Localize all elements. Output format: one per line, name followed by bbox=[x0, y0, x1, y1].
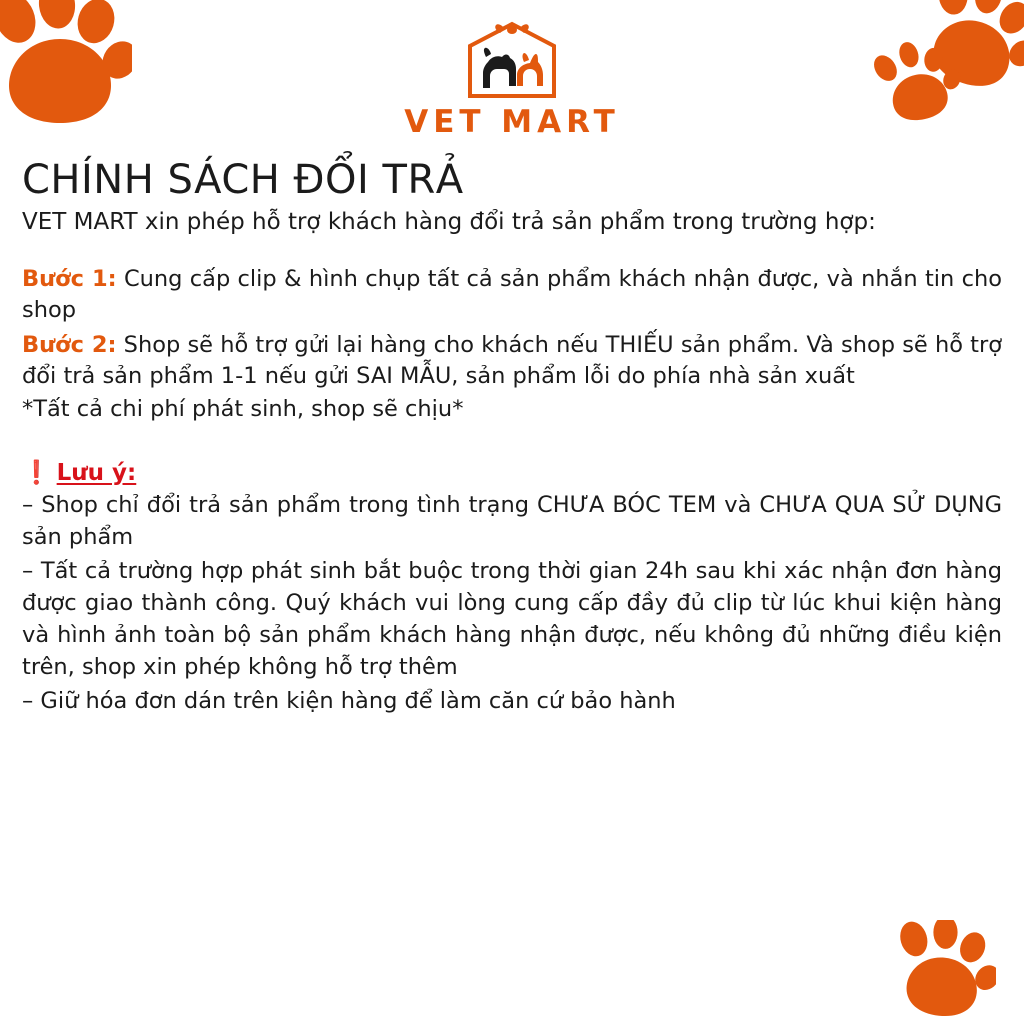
brand-header bbox=[0, 0, 1024, 150]
step-1-text: Cung cấp clip & hình chụp tất cả sản phẩm khách nhận được, và nhắn tin cho shop bbox=[22, 265, 1003, 323]
intro-text: VET MART xin phép hỗ trợ khách hàng đổi trả sản phẩm trong trường hợp: bbox=[22, 209, 876, 235]
warning-heading-text: Lưu ý: bbox=[56, 460, 137, 487]
step-2-label: Bước 2: bbox=[22, 331, 117, 358]
exclamation-icon: ❗ bbox=[22, 460, 51, 487]
page-title: CHÍNH SÁCH ĐỔI TRẢ bbox=[22, 157, 464, 203]
step-note: *Tất cả chi phí phát sinh, shop sẽ chịu* bbox=[22, 396, 464, 423]
warning-heading bbox=[22, 459, 1002, 486]
brand-name: VET MART bbox=[404, 104, 620, 140]
step-2 bbox=[22, 330, 1002, 392]
list-item: – Giữ hóa đơn dán trên kiện hàng để làm căn cứ bảo hành bbox=[22, 687, 676, 714]
dog-cat-house-logo-icon bbox=[458, 18, 566, 102]
policy-document bbox=[0, 150, 1024, 718]
step-2-text: Shop sẽ hỗ trợ gửi lại hàng cho khách nếu THIẾU sản phẩm. Và shop sẽ hỗ trợ đổi trả sản phẩm 1-1 nếu gửi SAI MẪU, sản phẩm lỗi do phía nhà sản xuất bbox=[22, 331, 1002, 390]
list-item: – Shop chỉ đổi trả sản phẩm trong tình trạng CHƯA BÓC TEM và CHƯA QUA SỬ DỤNG sản phẩm bbox=[22, 492, 1002, 551]
list-item: – Tất cả trường hợp phát sinh bắt buộc trong thời gian 24h sau khi xác nhận đơn hàng được giao thành công. Quý khách vui lòng cung cấp đầy đủ clip từ lúc khui kiện hàng và hình ảnh toàn bộ sản phẩm khách hàng nhận được, nếu không đủ những điều kiện trên, shop xin phép không hỗ trợ thêm bbox=[22, 558, 1002, 680]
paw-print-icon bbox=[886, 920, 996, 1024]
step-1-label: Bước 1: bbox=[22, 265, 117, 292]
step-1 bbox=[22, 264, 1002, 326]
